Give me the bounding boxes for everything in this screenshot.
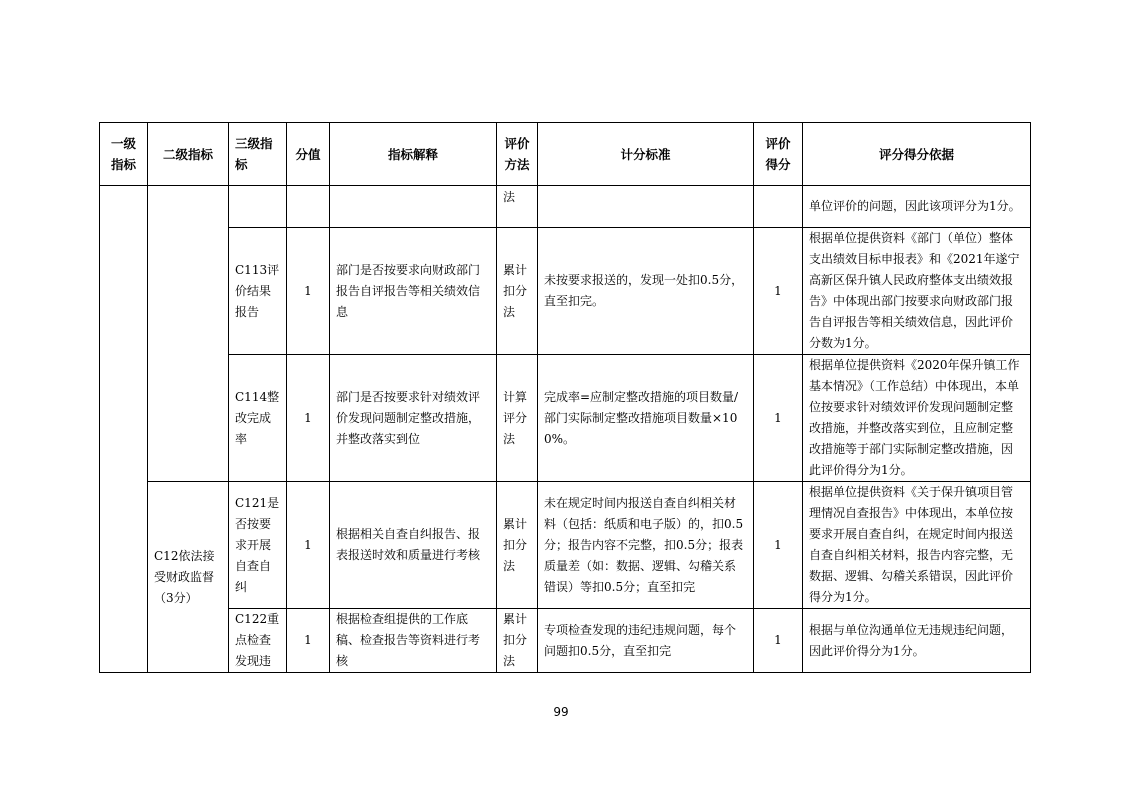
table-row xyxy=(100,186,1031,228)
score-cell xyxy=(287,186,330,228)
level2-cell-empty xyxy=(148,186,229,482)
page-number: 99 xyxy=(553,705,569,719)
eval-score-cell: 1 xyxy=(754,355,803,482)
explanation-cell: 部门是否按要求针对绩效评价发现问题制定整改措施，并整改落实到位 xyxy=(330,355,497,482)
method-cell: 累计扣分法 xyxy=(497,609,538,673)
eval-score-cell: 1 xyxy=(754,482,803,609)
criteria-cell: 未在规定时间内报送自查自纠相关材料（包括：纸质和电子版）的，扣0.5分；报告内容不完整，扣0.5分；报表质量差（如：数据、逻辑、勾稽关系错误）等扣0.5分；直至扣完 xyxy=(538,482,754,609)
method-cell: 累计扣分法 xyxy=(497,228,538,355)
level3-cell: C122重点检查发现违 xyxy=(229,609,287,673)
explanation-cell: 部门是否按要求向财政部门报告自评报告等相关绩效信息 xyxy=(330,228,497,355)
score-cell: 1 xyxy=(287,609,330,673)
level1-cell xyxy=(100,186,148,673)
level3-cell: C121是否按要求开展自查自纠 xyxy=(229,482,287,609)
level3-cell: C114整改完成率 xyxy=(229,355,287,482)
table-row xyxy=(100,482,1031,609)
explanation-cell xyxy=(330,186,497,228)
header-level2: 二级指标 xyxy=(148,123,229,186)
explanation-cell: 根据检查组提供的工作底稿、检查报告等资料进行考核 xyxy=(330,609,497,673)
header-row xyxy=(100,123,1031,186)
header-level3: 三级指标 xyxy=(229,123,287,186)
method-cell: 法 xyxy=(497,186,538,228)
level2-cell: C12依法接受财政监督（3分） xyxy=(148,482,229,673)
score-cell: 1 xyxy=(287,482,330,609)
criteria-cell: 未按要求报送的，发现一处扣0.5分，直至扣完。 xyxy=(538,228,754,355)
header-basis: 评分得分依据 xyxy=(803,123,1031,186)
header-score: 分值 xyxy=(287,123,330,186)
table-row xyxy=(100,609,1031,673)
eval-score-cell: 1 xyxy=(754,609,803,673)
basis-cell: 根据与单位沟通单位无违规违纪问题，因此评价得分为1分。 xyxy=(803,609,1031,673)
criteria-cell: 专项检查发现的违纪违规问题，每个问题扣0.5分，直至扣完 xyxy=(538,609,754,673)
basis-cell: 根据单位提供资料《关于保升镇项目管理情况自查报告》中体现出，本单位按要求开展自查自纠，在规定时间内报送自查自纠相关材料，报告内容完整，无数据、逻辑、勾稽关系错误，因此评价得分为1分。 xyxy=(803,482,1031,609)
criteria-cell xyxy=(538,186,754,228)
basis-cell: 根据单位提供资料《2020年保升镇工作基本情况》（工作总结）中体现出，本单位按要求针对绩效评价发现问题制定整改措施，并整改落实到位，且应制定整改措施等于部门实际制定整改措施，因此评价得分为1分。 xyxy=(803,355,1031,482)
basis-cell: 单位评价的问题，因此该项评分为1分。 xyxy=(803,186,1031,228)
method-cell: 计算评分法 xyxy=(497,355,538,482)
header-explanation: 指标解释 xyxy=(330,123,497,186)
criteria-cell: 完成率=应制定整改措施的项目数量/部门实际制定整改措施项目数量×100%。 xyxy=(538,355,754,482)
eval-score-cell xyxy=(754,186,803,228)
method-cell: 累计扣分法 xyxy=(497,482,538,609)
evaluation-table xyxy=(99,122,1031,673)
table-row xyxy=(100,228,1031,355)
header-method: 评价方法 xyxy=(497,123,538,186)
score-cell: 1 xyxy=(287,228,330,355)
level3-cell: C113评价结果报告 xyxy=(229,228,287,355)
eval-score-cell: 1 xyxy=(754,228,803,355)
header-eval-score: 评价得分 xyxy=(754,123,803,186)
explanation-cell: 根据相关自查自纠报告、报表报送时效和质量进行考核 xyxy=(330,482,497,609)
header-criteria: 计分标准 xyxy=(538,123,754,186)
header-level1: 一级指标 xyxy=(100,123,148,186)
level3-cell xyxy=(229,186,287,228)
score-cell: 1 xyxy=(287,355,330,482)
basis-cell: 根据单位提供资料《部门（单位）整体支出绩效目标申报表》和《2021年遂宁高新区保升镇人民政府整体支出绩效报告》中体现出部门按要求向财政部门报告自评报告等相关绩效信息，因此评价分数为1分。 xyxy=(803,228,1031,355)
table-row xyxy=(100,355,1031,482)
